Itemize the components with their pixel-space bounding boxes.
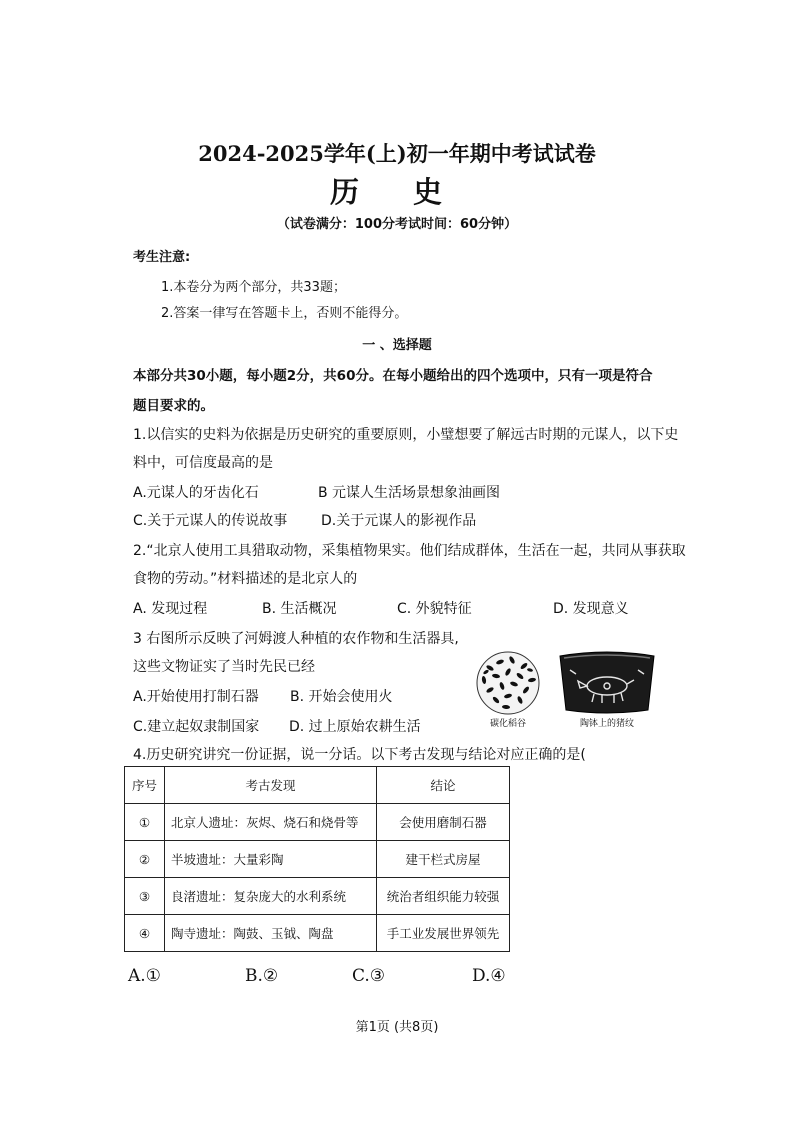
question-stem: 2.“北京人使用工具猎取动物，采集植物果实。他们结成群体，生活在一起，共同从事获取 <box>133 543 686 559</box>
carbonized-rice-image <box>470 650 546 720</box>
table-cell: 手工业发展世界领先 <box>377 915 510 952</box>
table-header: 考古发现 <box>165 767 377 804</box>
question-stem: 这些文物证实了当时先民已经 <box>133 659 315 675</box>
option: C. 外貌特征 <box>397 601 472 617</box>
question-stem: 食物的劳动。”材料描述的是北京人的 <box>133 571 358 587</box>
option: A.开始使用打制石器 <box>133 689 259 705</box>
page-number: 第1页 (共8页) <box>355 1020 439 1035</box>
table-header: 序号 <box>125 767 165 804</box>
table-header-row <box>125 767 510 804</box>
table-row <box>125 841 510 878</box>
subject-title: 历 史 <box>329 175 465 209</box>
option: D.关于元谋人的影视作品 <box>321 513 477 529</box>
question-stem: 1.以信实的史料为依据是历史研究的重要原则，小璧想要了解远古时期的元谋人，以下史 <box>133 427 679 443</box>
table-cell: 统治者组织能力较强 <box>377 878 510 915</box>
table-cell: ② <box>125 841 165 878</box>
option: D. 过上原始农耕生活 <box>289 719 421 735</box>
table-cell: 北京人遗址：灰烬、烧石和烧骨等 <box>165 804 377 841</box>
option: B. 开始会使用火 <box>290 689 393 705</box>
exam-title: 2024-2025学年(上)初一年期中考试试卷 <box>198 141 596 166</box>
pottery-bowl-image <box>556 650 658 720</box>
section-intro: 本部分共30小题，每小题2分，共60分。在每小题给出的四个选项中，只有一项是符合 <box>133 368 653 384</box>
section-heading: 一 、选择题 <box>362 338 432 353</box>
section-intro: 题目要求的。 <box>133 398 214 414</box>
option: C.关于元谋人的传说故事 <box>133 513 288 529</box>
table-cell: ③ <box>125 878 165 915</box>
figure-caption: 碳化稻谷 <box>489 719 526 729</box>
answer-option: D.④ <box>472 966 506 986</box>
table-cell: 陶寺遗址：陶鼓、玉钺、陶盘 <box>165 915 377 952</box>
notice-item: 1.本卷分为两个部分，共33题； <box>161 280 346 295</box>
table-header: 结论 <box>377 767 510 804</box>
question-stem: 料中，可信度最高的是 <box>133 455 273 471</box>
table-cell: 会使用磨制石器 <box>377 804 510 841</box>
exam-info: （试卷满分：100分考试时间：60分钟） <box>276 217 518 232</box>
archaeology-table <box>124 766 510 952</box>
table-row <box>125 878 510 915</box>
answer-option: A.① <box>128 966 161 986</box>
table-row <box>125 804 510 841</box>
table-cell: ④ <box>125 915 165 952</box>
question-stem: 4.历史研究讲究一份证据，说一分话。以下考古发现与结论对应正确的是( <box>133 747 586 763</box>
answer-option: C.③ <box>352 966 386 986</box>
option: D. 发现意义 <box>553 601 629 617</box>
table-cell: ① <box>125 804 165 841</box>
option: B. 生活概况 <box>262 601 337 617</box>
table-cell: 建干栏式房屋 <box>377 841 510 878</box>
option: A. 发现过程 <box>133 601 208 617</box>
table-cell: 半坡遗址：大量彩陶 <box>165 841 377 878</box>
table-cell: 良渚遗址：复杂庞大的水利系统 <box>165 878 377 915</box>
answer-option: B.② <box>245 966 279 986</box>
option: C.建立起奴隶制国家 <box>133 719 260 735</box>
notice-item: 2.答案一律写在答题卡上，否则不能得分。 <box>161 306 408 321</box>
figure-caption: 陶钵上的猪纹 <box>579 719 634 729</box>
table-row <box>125 915 510 952</box>
question-stem: 3 右图所示反映了河姆渡人种植的农作物和生活器具, <box>133 631 459 647</box>
option: B 元谋人生活场景想象油画图 <box>318 485 501 501</box>
notice-heading: 考生注意: <box>133 250 191 265</box>
option: A.元谋人的牙齿化石 <box>133 485 259 501</box>
